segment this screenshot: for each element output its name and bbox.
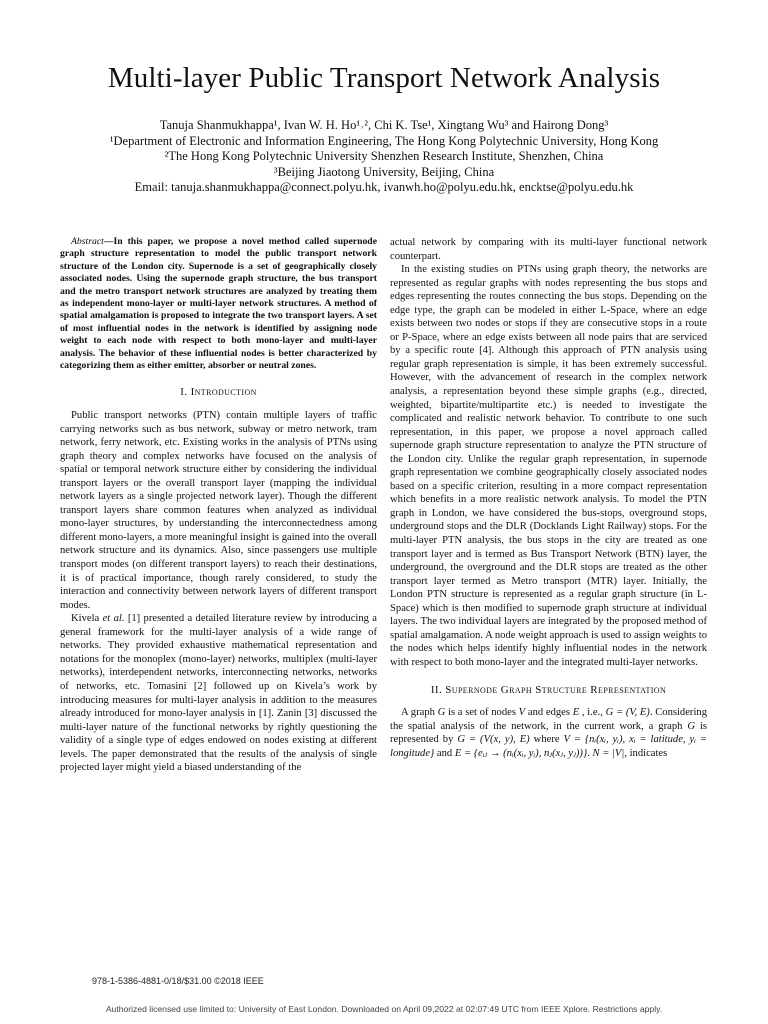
text-span: , i.e., [579,707,606,719]
math-node-count: N = |V| [592,747,625,759]
section-title: Supernode Graph Structure Representation [445,683,667,696]
text-span: . [587,747,593,759]
math-V: V [518,707,526,719]
math-E: E [572,707,580,719]
left-column [60,236,377,775]
math-node-set: V = {nᵢ(xᵢ, yᵢ), xᵢ = latitude, yᵢ = longitude} [390,734,707,759]
affiliation-1: ¹Department of Electronic and Information Engineering, The Hong Kong Polytechnic University, Hong Kong [109,133,659,148]
abstract-text: —In this paper, we propose a novel method called supernode graph structure representation to model the public transport network structure of the London city. Supernode is a set of geographically closely associated nodes. Using the supernode graph structure, the bus transport and the metro transport network structures are analyzed by treating them as independent mono-layer or multi-layer network structures. A method of spatial amalgamation is proposed to integrate the two transport layers. A set of most influential nodes in the network is identified by assigning node weight to each node with respect to both mono-layer and multi-layer analysis. The behavior of these influential nodes is better characterized by categorizing them as either emitter, absorber or neutral zones. [60,236,377,372]
text-span: is represented by [390,720,708,746]
copyright-notice: 978-1-5386-4881-0/18/$31.00 ©2018 IEEE [92,976,264,986]
intro-paragraph-4: In the existing studies on PTNs using graph theory, the networks are represented as regular graphs with nodes representing the bus stops and edges representing the routes connecting the bus stops. Depending on the edge type, the graph can be modeled in either L-Space, where an edge exists between two nodes or stops if they are consecutive stops in a route or P-Space, where an edge exists between all node pairs that are serviced by a specific route [4]. Although this approach of PTN analysis using regular graph representation is simple, it has been extremely successful. However, with the advancement of research in the complex network analysis, a representation beyond these simple graphs (e.g., directed, weighted, bipartite/multipartite etc.) is needed to investigate the complicated and realistic network behavior. To contribute to one such representation, in this paper, we propose a novel approach called supernode graph structure representation to analyze the PTN structure of the London city. Unlike the regular graph representation, in supernode graph representation we combine geographically closely associated nodes based on a specific criterion, resulting in a more compact representation which benefits in a more realistic network analysis. To model the PTN graph in London, we have considered the bus-stops, overground stops, underground stops and the DLR (Docklands Light Railway) stops. For the multi-layer PTN analysis, the bus stops in the city are treated as one transport layer and is termed as Bus Transport Network (BTN) layer, the underground, the overground and the DLR stops are treated as the other transport layer termed as Metro transport (MTR) layer. Initially, the London PTN structure is represented as a regular graph structure (in L-Space) which is then modified to supernode graph structure at individual layers. The two individual layers are integrated by the proposed method of spatial amalgamation. A node weight approach is used to assign weights to the nodes which helps identify highly influential nodes in the network with respect to both mono-layer and the integrated multi-layer networks. [390,264,707,668]
text-span: , indicates [624,747,668,759]
math-G: G [687,720,696,732]
math-graph-def: G = (V(x, y), E) [457,734,530,746]
intro-paragraph-2 [60,612,377,775]
abstract-label: Abstract [71,236,104,247]
affiliation-3: ³Beijing Jiaotong University, Beijing, China [273,164,495,179]
license-notice: Authorized licensed use limited to: University of East London. Downloaded on April 09,2022 at 02:07:49 UTC from IEEE Xplore. Restrictions apply. [105,1004,663,1014]
paper-title: Multi-layer Public Transport Network Analysis [107,62,661,94]
section-heading-introduction [60,386,377,400]
abstract [60,236,377,372]
text-span: where [529,734,564,746]
intro-paragraph-1: Public transport networks (PTN) contain multiple layers of traffic carrying networks such as bus network, subway or metro network, tram network, ferry network, etc. Existing works in the analysis of PTNs using graph theory and complex networks have focused on the analysis of spatial or temporal network structure either by considering the individual transport layers or the overall transport layer (mapping the individual network layers as a single projected network layer). Though the different transport layers share common features when analyzed as individual mono-layer structures, by understanding the interconnectedness among different mono-layers, a more meaningful insight is gained into the overall network structure and its dynamics. Also, since passengers use multiple transport modes (on different transport layers) to reach their destinations, it is of practical importance, though rarely considered, to study the interaction and connectivity between network layers of different transport modes. [60,410,377,611]
et-al: et al. [102,613,125,625]
section-heading-supernode [390,684,707,698]
affiliation-2: ²The Hong Kong Polytechnic University Shenzhen Research Institute, Shenzhen, China [164,149,604,163]
section-title: Introduction [190,386,257,399]
math-G: G [437,707,446,719]
text-span: [1] presented a detailed literature review by introducing a general framework for the multi-layer analysis of a wide range of networks. They provided exhaustive mathematical representation and notations for the monoplex (mono-layer) networks, multiplex (multi-layer networks), interdependent networks, interconnecting networks, networks of networks, etc. Tomasini [2] followed up on Kivela’s work by introducing measures for multi-layer analysis in addition to the measures already introduced for mono-layer analysis in [1]. Zanin [3] discussed the multi-layer nature of the functional networks by rightly questioning the validity of a single type of edges endowed on nodes existing at different levels. The paper demonstrated that the results of the analysis of single projected layer might yield a biased understanding of the [60,613,378,774]
text-span: Kivela [71,613,103,625]
text-span: A graph [401,707,438,719]
text-span: is a set of nodes [445,707,519,719]
math-graph: G = (V, E) [605,707,650,719]
author-block [0,118,768,196]
intro-paragraph-3: actual network by comparing with its multi-layer functional network counterpart. [390,237,707,262]
author-emails: Email: tanuja.shanmukhappa@connect.polyu.hk, ivanwh.ho@polyu.edu.hk, encktse@polyu.edu.hk [134,180,634,194]
section-number: I. [180,386,191,399]
section-number: II. [430,683,446,696]
section2-paragraph-1 [390,706,707,760]
right-column [390,236,707,760]
text-span: and [434,747,455,759]
text-span: and edges [525,707,573,719]
text-span: . Considering the spatial analysis of the network, in the current work, a graph [390,707,707,732]
author-names: Tanuja Shanmukhappa¹, Ivan W. H. Ho¹˒², Chi K. Tse¹, Xingtang Wu³ and Hairong Dong³ [159,118,609,132]
math-edge-set: E = {eᵢⱼ → (nᵢ(xᵢ, yᵢ), nⱼ(xⱼ, yⱼ))} [454,747,588,759]
